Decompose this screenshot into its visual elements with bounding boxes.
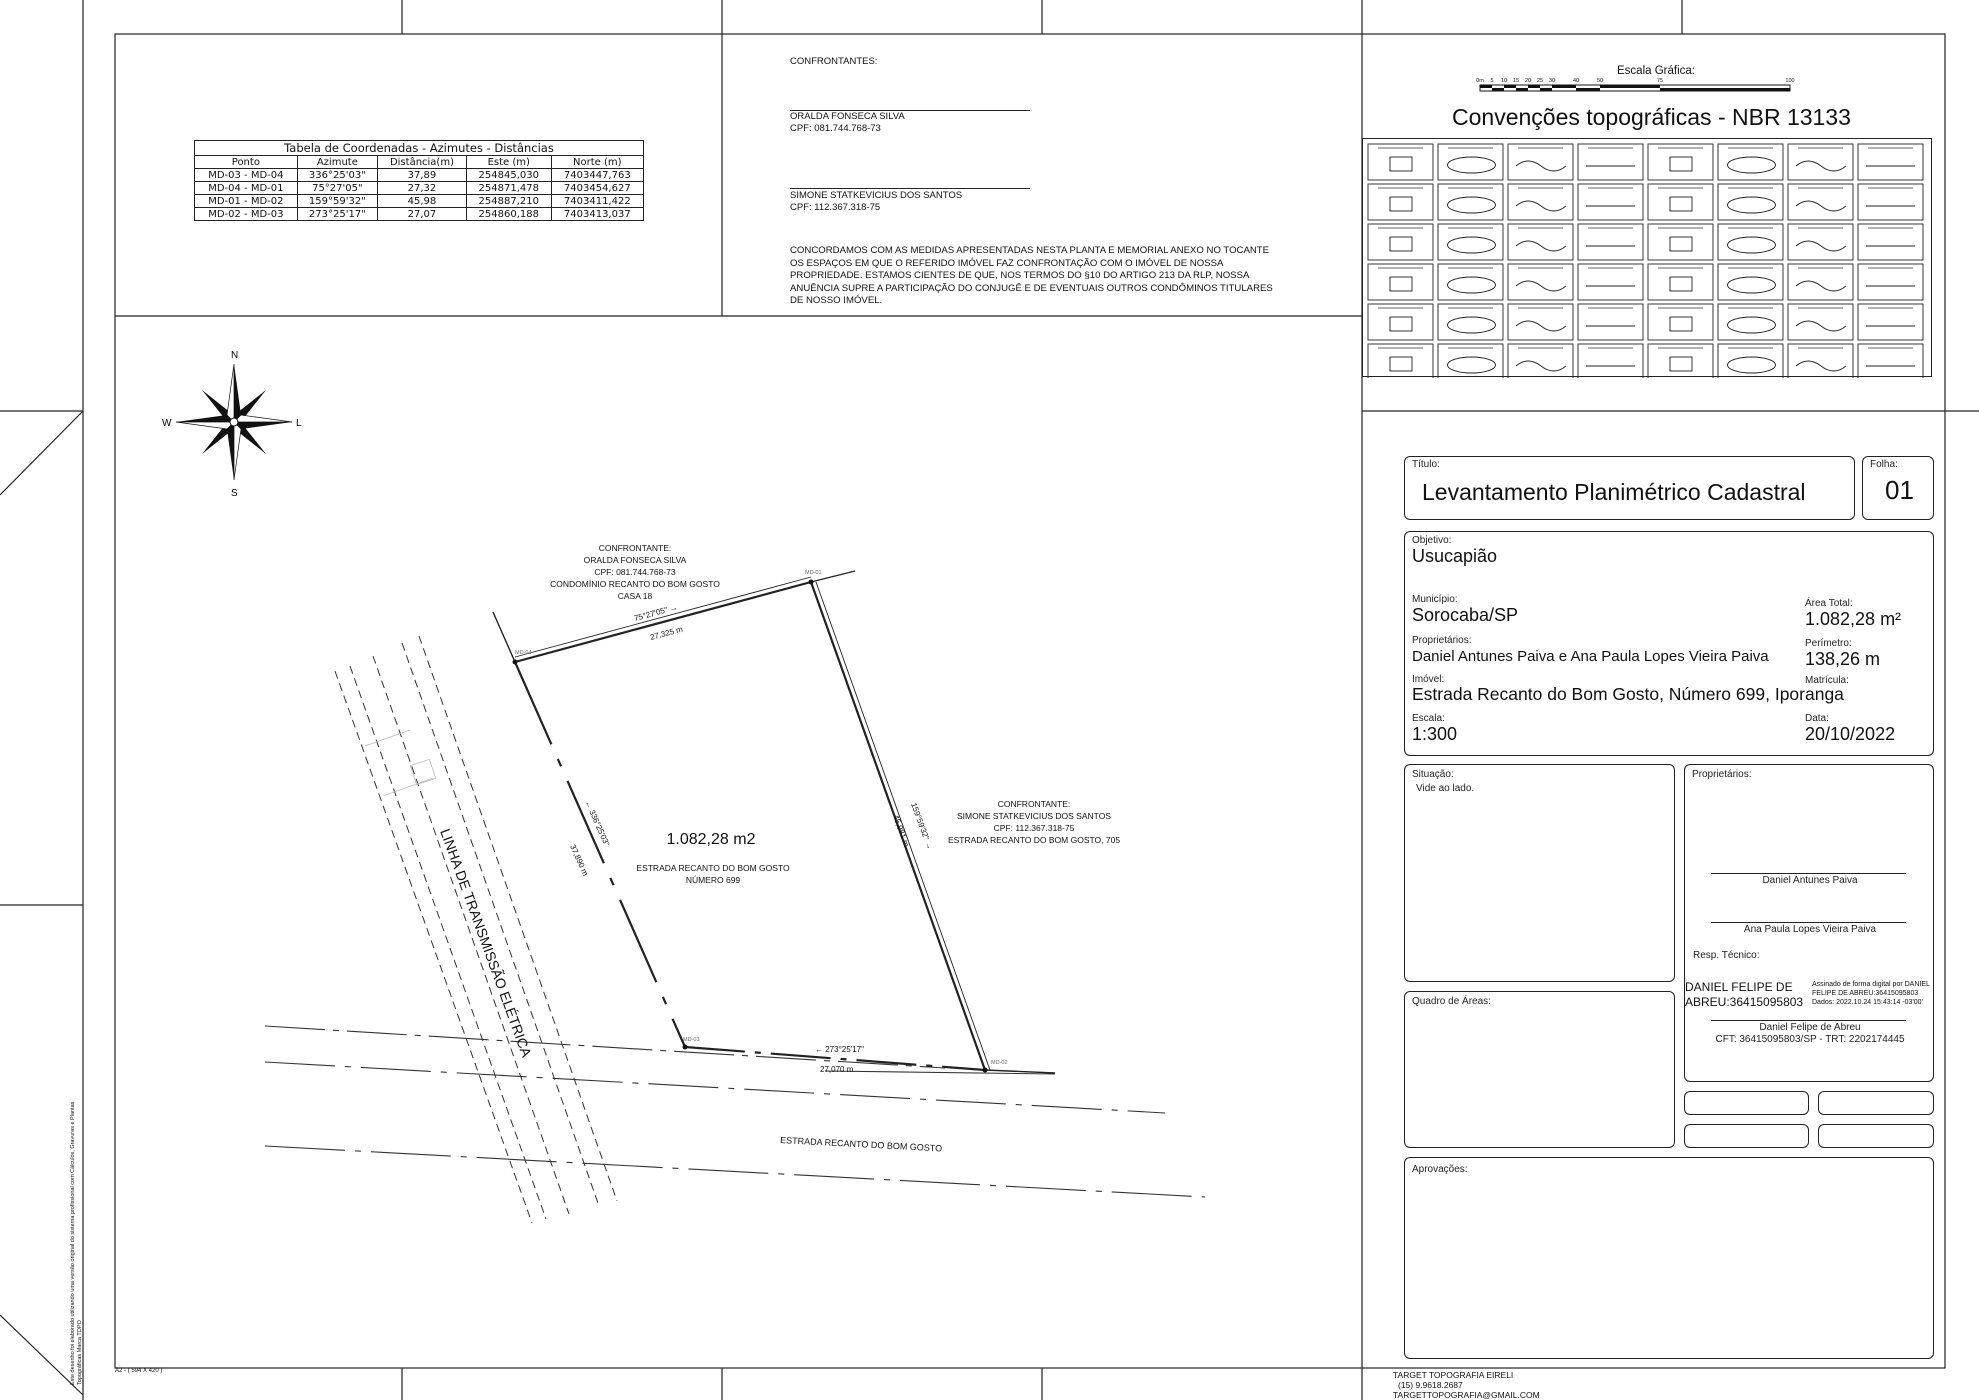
legend-symbol <box>1448 197 1496 213</box>
agreement-text: CONCORDAMOS COM AS MEDIDAS APRESENTADAS NESTA PLANTA E MEMORIAL ANEXO NO TOCANTE OS ESPAÇOS EM QUE O REFERIDO IMÓVEL FAZ CONFRONTAÇÃO COM O IMÓVEL DE NOSSA PROPRIEDADE. ESTAMOS CIENTES DE QUE, NOS TERMOS DO §10 DO ARTIGO 213 DA RLP, NOSSA ANUÊNCIA SUPRE A PARTICIPAÇÃO DO CONJUGÊ E DE EVENTUAIS OUTROS CONDÔMINOS TITULARES DE NOSSO IMÓVEL. <box>790 245 1273 306</box>
table-cell: 37,89 <box>377 169 466 182</box>
legend-symbol-cell <box>1508 264 1573 300</box>
scale-tick: 30 <box>1548 78 1556 84</box>
empty-field-box <box>1684 1124 1809 1148</box>
signature-line <box>1711 922 1906 923</box>
legend-symbol-cell <box>1648 304 1713 340</box>
legend-symbol <box>1448 237 1496 253</box>
project-info-box <box>1404 531 1934 756</box>
confrontante-1-cpf: CPF: 081.744.768-73 <box>790 123 881 134</box>
table-cell: 273°25'17" <box>297 208 377 221</box>
confrontante-top-line: ORALDA FONSECA SILVA <box>583 555 687 565</box>
lot-boundary <box>493 571 1055 1073</box>
legend-symbol-cell <box>1788 144 1853 180</box>
legend-symbol-cell <box>1578 264 1643 300</box>
legend-symbol-cell <box>1578 304 1643 340</box>
legend-symbol-cell <box>1508 184 1573 220</box>
bottom-distance-label: 27,070 m <box>820 1065 854 1074</box>
legend-symbol <box>1390 357 1412 371</box>
legend-symbol <box>1516 281 1566 291</box>
legend-symbol-cell <box>1368 224 1433 260</box>
table-cell: 7403447,763 <box>551 169 643 182</box>
left-azimuth-label: ← 336°25'03" <box>583 799 612 848</box>
municipality-label: Município: <box>1412 594 1458 605</box>
date-value: 20/10/2022 <box>1805 724 1896 744</box>
column-header: Azimute <box>297 156 377 169</box>
column-header: Este (m) <box>466 156 551 169</box>
objective-value: Usucapião <box>1412 546 1498 566</box>
lot-address-line1: ESTRADA RECANTO DO BOM GOSTO <box>636 863 790 873</box>
left-distance-label: 37,890 m <box>568 843 590 878</box>
municipality-value: Sorocaba/SP <box>1412 605 1519 625</box>
confrontante-right-line: CPF: 112.367.318-75 <box>993 823 1075 833</box>
table-row <box>195 182 644 195</box>
legend-symbol <box>1670 277 1692 291</box>
legend-symbol-cell <box>1368 304 1433 340</box>
scale-field-label: Escala: <box>1412 713 1445 724</box>
sheet-label: Folha: <box>1870 459 1898 470</box>
owners-value: Daniel Antunes Paiva e Ana Paula Lopes Vieira Paiva <box>1412 648 1769 665</box>
legend-symbol <box>1448 317 1496 333</box>
graphic-scale-bar <box>1470 76 1830 98</box>
scale-label: Escala Gráfica: <box>1617 65 1695 77</box>
right-distance-label: 45,981 m <box>891 813 911 849</box>
table-cell: 27,32 <box>377 182 466 195</box>
table-cell: 7403411,422 <box>551 195 643 208</box>
scale-field-value: 1:300 <box>1412 724 1458 744</box>
lot-area-label: 1.082,28 m2 <box>666 831 756 848</box>
compass-s: S <box>231 488 238 499</box>
property-value: Estrada Recanto do Bom Gosto, Número 699, Iporanga <box>1412 684 1844 704</box>
power-line-label: LINHA DE TRANSMISSÃO ELÉTRICA <box>437 826 535 1060</box>
confrontante-1-name: ORALDA FONSECA SILVA <box>790 111 905 122</box>
right-azimuth-label: 159°59'32" → <box>909 801 935 851</box>
legend-symbol <box>1448 357 1496 373</box>
legend-symbol-cell <box>1368 184 1433 220</box>
owners-box-label: Proprietários: <box>1692 769 1752 780</box>
confrontante-top-line: CONDOMÍNIO RECANTO DO BOM GOSTO <box>550 579 720 589</box>
table-cell: 254845,030 <box>466 169 551 182</box>
owner-1-name: Daniel Antunes Paiva <box>1762 875 1858 886</box>
responsible-tech-label: Resp. Técnico: <box>1693 950 1760 961</box>
legend-symbol <box>1390 317 1412 331</box>
confrontante-2-cpf: CPF: 112.367.318-75 <box>790 202 881 213</box>
empty-field-box <box>1818 1091 1934 1115</box>
table-header-row <box>195 156 644 169</box>
legend-symbol <box>1728 277 1776 293</box>
total-area-value: 1.082,28 m² <box>1805 609 1902 629</box>
table-cell: 254871,478 <box>466 182 551 195</box>
legend-symbol <box>1728 157 1776 173</box>
side-note: Este desenho foi elaborado utilizando uma versão original do sistema profissional com Cálculos, Gravuras e Plantas Topográficas Marca TOPO <box>70 1101 83 1385</box>
confrontante-right-line: ESTRADA RECANTO DO BOM GOSTO, 705 <box>947 835 1121 845</box>
legend-symbol <box>1796 241 1846 251</box>
approvals-label: Aprovações: <box>1412 1164 1468 1175</box>
confrontante-right-line: SIMONE STATKEVICIUS DOS SANTOS <box>957 811 1111 821</box>
legend-symbol <box>1390 277 1412 291</box>
title-label: Título: <box>1412 459 1440 470</box>
scale-tick: 20 <box>1524 78 1532 84</box>
signature-line <box>1711 1020 1906 1021</box>
table-cell: 45,98 <box>377 195 466 208</box>
legend-symbol-cell <box>1858 224 1923 260</box>
approvals-box <box>1404 1157 1934 1359</box>
legend-symbol <box>1448 157 1496 173</box>
column-header: Distância(m) <box>377 156 466 169</box>
legend-symbol <box>1516 321 1566 331</box>
table-cell: 7403454,627 <box>551 182 643 195</box>
road-label: ESTRADA RECANTO DO BOM GOSTO <box>779 1135 943 1154</box>
legend-symbol-cell <box>1858 304 1923 340</box>
area-table-label: Quadro de Áreas: <box>1412 996 1491 1007</box>
total-area-label: Área Total: <box>1805 598 1853 609</box>
scale-tick: 25 <box>1536 78 1544 84</box>
legend-symbol <box>1390 237 1412 251</box>
legend-symbol <box>1796 201 1846 211</box>
legend-symbol-cell <box>1648 184 1713 220</box>
legend-symbol <box>1728 197 1776 213</box>
legend-symbol-cell <box>1578 184 1643 220</box>
owner-2-name: Ana Paula Lopes Vieira Paiva <box>1743 924 1877 935</box>
table-cell: MD-02 - MD-03 <box>195 208 298 221</box>
legend-symbol-cell <box>1858 144 1923 180</box>
point-label-md03: MD-03 <box>683 1037 700 1043</box>
point-label-md02: MD-02 <box>991 1060 1008 1066</box>
legend-symbol <box>1448 277 1496 293</box>
legend-symbol <box>1390 157 1412 171</box>
tech-registration: CFT: 36415095803/SP - TRT: 2202174445 <box>1715 1034 1905 1045</box>
legend-symbol-cell <box>1648 344 1713 378</box>
legend-symbol <box>1796 281 1846 291</box>
legend-symbol-cell <box>1648 144 1713 180</box>
legend-symbol-cell <box>1788 224 1853 260</box>
signature-line <box>1711 873 1906 874</box>
table-row <box>195 208 644 221</box>
objective-label: Objetivo: <box>1412 535 1452 546</box>
scale-tick: 0m <box>1476 78 1484 84</box>
sheet-size-label: A2 - ( 594 X 420 ) <box>115 1368 163 1374</box>
legend-symbol <box>1390 197 1412 211</box>
project-title: Levantamento Planimétrico Cadastral <box>1422 479 1806 505</box>
legend-symbol <box>1670 357 1692 371</box>
legend-symbol <box>1516 161 1566 171</box>
legend-symbol-cell <box>1858 264 1923 300</box>
scale-tick: 10 <box>1500 78 1508 84</box>
table-cell: 27,07 <box>377 208 466 221</box>
empty-field-box <box>1818 1124 1934 1148</box>
sheet-box <box>1862 456 1934 520</box>
table-row <box>195 169 644 182</box>
legend-symbol <box>1796 321 1846 331</box>
tech-name: Daniel Felipe de Abreu <box>1759 1022 1861 1033</box>
digital-signature-name: DANIEL FELIPE DE ABREU:36415095803 <box>1685 980 1804 1009</box>
legend-symbol-cell <box>1858 344 1923 378</box>
confrontante-top-line: CASA 18 <box>617 591 653 601</box>
confrontante-top-line: CONFRONTANTE: <box>598 543 672 553</box>
legend-symbol-cell <box>1788 304 1853 340</box>
compass-w: W <box>162 418 172 429</box>
coordinates-table <box>194 140 644 221</box>
situation-text: Vide ao lado. <box>1416 783 1475 794</box>
legend-symbol <box>1796 161 1846 171</box>
point-label-md01: MD-01 <box>805 570 822 576</box>
legend-symbol-cell <box>1508 304 1573 340</box>
sheet-number: 01 <box>1885 475 1914 505</box>
legend-symbol-cell <box>1578 224 1643 260</box>
compass-n: N <box>231 350 239 361</box>
column-header: Norte (m) <box>551 156 643 169</box>
perimeter-value: 138,26 m <box>1805 649 1881 669</box>
legend-symbol <box>1728 357 1776 373</box>
table-cell: 336°25'03" <box>297 169 377 182</box>
company-email: TARGETTOPOGRAFIA@GMAIL.COM <box>1393 1390 1540 1400</box>
compass-e: L <box>296 418 302 429</box>
compass-rose <box>162 350 302 499</box>
conventions-title: Convenções topográficas - NBR 13133 <box>1452 104 1851 130</box>
legend-symbol <box>1516 241 1566 251</box>
legend-symbol-cell <box>1578 144 1643 180</box>
legend-symbol-cell <box>1508 224 1573 260</box>
legend-symbol-cell <box>1368 264 1433 300</box>
legend-symbol-cell <box>1508 144 1573 180</box>
legend-symbol <box>1670 157 1692 171</box>
confrontantes-heading: CONFRONTANTES: <box>790 56 878 67</box>
legend-symbol-cell <box>1858 184 1923 220</box>
property-label: Imóvel: <box>1412 674 1445 685</box>
area-table-box <box>1404 991 1675 1148</box>
legend-symbol <box>1516 361 1566 371</box>
table-cell: 75°27'05" <box>297 182 377 195</box>
scale-tick: 100 <box>1785 78 1795 84</box>
legend-symbol <box>1670 237 1692 251</box>
legend-symbol-cell <box>1788 184 1853 220</box>
company-name: TARGET TOPOGRAFIA EIRELI <box>1393 1370 1514 1380</box>
scale-tick: 50 <box>1596 78 1604 84</box>
owners-label: Proprietários: <box>1412 635 1472 646</box>
scale-tick: 5 <box>1490 78 1494 84</box>
column-header: Ponto <box>195 156 298 169</box>
company-phone: (15) 9.9618.2687 <box>1398 1380 1463 1390</box>
legend-symbol-cell <box>1368 144 1433 180</box>
legend-symbol <box>1728 237 1776 253</box>
coordinates-table-title: Tabela de Coordenadas - Azimutes - Distâncias <box>194 140 644 155</box>
owners-signature-box <box>1684 764 1934 1082</box>
date-label: Data: <box>1805 713 1829 724</box>
table-cell: 254887,210 <box>466 195 551 208</box>
legend-symbol-cell <box>1648 224 1713 260</box>
legend-symbol-cell <box>1788 264 1853 300</box>
empty-field-box <box>1684 1091 1809 1115</box>
legend-symbol-cell <box>1368 344 1433 378</box>
bottom-azimuth-label: ← 273°25'17" <box>815 1045 864 1054</box>
legend-symbol-cell <box>1788 344 1853 378</box>
title-box <box>1404 456 1855 520</box>
scale-tick: 40 <box>1572 78 1580 84</box>
site-plan-drawing <box>115 316 1362 1368</box>
top-azimuth-label: 75°27'05" → <box>633 602 679 623</box>
registry-label: Matrícula: <box>1805 675 1849 686</box>
digital-signature-note: Assinado de forma digital por DANIEL FELIPE DE ABREU:36415095803 Dados: 2022.10.24 15:43:14 -03'00' <box>1812 981 1930 1006</box>
signature-line <box>790 188 1030 189</box>
legend-symbol-cell <box>1648 264 1713 300</box>
legend-symbol <box>1516 201 1566 211</box>
confrontante-top-line: CPF: 081.744.768-73 <box>594 567 676 577</box>
table-cell: MD-01 - MD-02 <box>195 195 298 208</box>
scale-tick: 75 <box>1656 78 1664 84</box>
scale-tick: 15 <box>1512 78 1520 84</box>
lot-address-line2: NÚMERO 699 <box>685 875 741 885</box>
top-distance-label: 27,325 m <box>649 624 684 642</box>
conventions-legend-grid <box>1362 138 1932 378</box>
legend-symbol <box>1728 317 1776 333</box>
legend-symbol <box>1796 361 1846 371</box>
point-label-md04: MD-04 <box>515 650 532 656</box>
perimeter-label: Perímetro: <box>1805 638 1852 649</box>
confrontante-right-line: CONFRONTANTE: <box>997 799 1071 809</box>
confrontante-2-name: SIMONE STATKEVICIUS DOS SANTOS <box>790 190 963 201</box>
table-cell: 7403413,037 <box>551 208 643 221</box>
table-cell: 254860,188 <box>466 208 551 221</box>
legend-symbol <box>1670 197 1692 211</box>
table-cell: MD-03 - MD-04 <box>195 169 298 182</box>
table-cell: MD-04 - MD-01 <box>195 182 298 195</box>
legend-symbol-cell <box>1508 344 1573 378</box>
legend-symbol-cell <box>1578 344 1643 378</box>
table-row <box>195 195 644 208</box>
situation-box <box>1404 764 1675 982</box>
table-cell: 159°59'32" <box>297 195 377 208</box>
situation-label: Situação: <box>1412 769 1454 780</box>
legend-symbol <box>1670 317 1692 331</box>
